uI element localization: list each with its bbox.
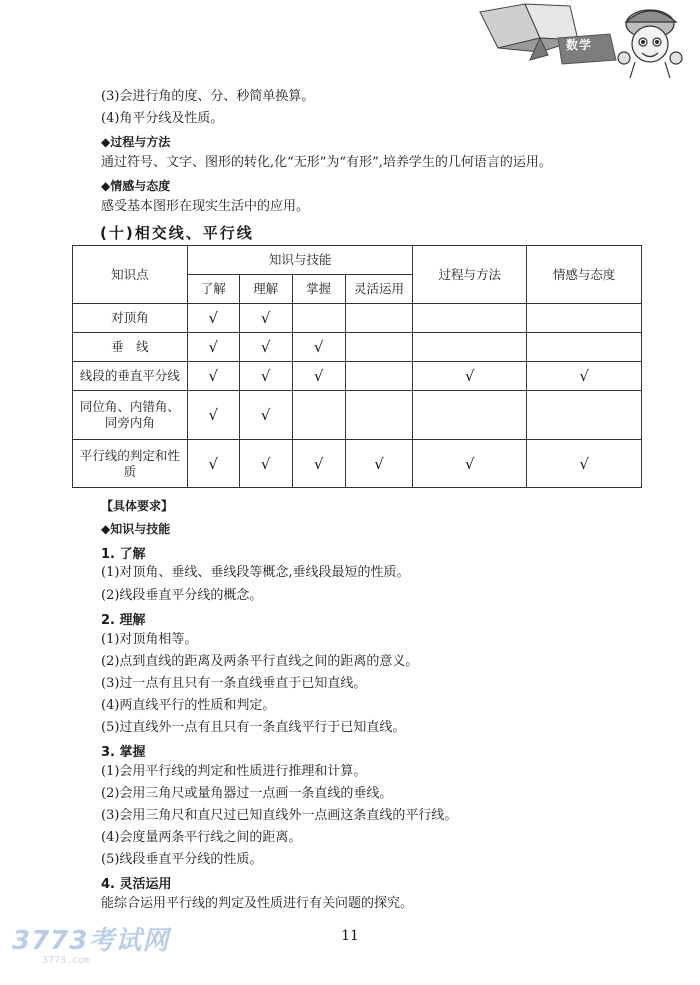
watermark [12, 920, 169, 966]
header-process-method: 过程与方法 [413, 246, 527, 304]
list-item: (4)两直线平行的性质和判定。 [101, 698, 276, 713]
comprehend-heading: 2. 理解 [101, 613, 146, 628]
check-cell [345, 391, 413, 440]
check-cell: √ [187, 333, 239, 362]
table-row [73, 333, 642, 362]
list-item: (4)会度量两条平行线之间的距离。 [101, 830, 302, 845]
section-title: (十)相交线、平行线 [100, 224, 254, 242]
list-item: (2)点到直线的距离及两条平行直线之间的距离的意义。 [101, 654, 419, 669]
check-cell [345, 362, 413, 391]
attitude-text: 感受基本图形在现实生活中的应用。 [101, 199, 310, 214]
check-cell [413, 391, 527, 440]
process-method-heading: ◆过程与方法 [101, 135, 171, 149]
check-cell [527, 333, 642, 362]
subheader-flexible-use: 灵活运用 [345, 275, 413, 304]
list-item: (3)会用三角尺和直尺过已知直线外一点画这条直线的平行线。 [101, 808, 458, 823]
check-cell: √ [527, 440, 642, 488]
attitude-heading: ◆情感与态度 [101, 179, 171, 193]
page-number: 11 [341, 928, 359, 944]
list-item: (1)会用平行线的判定和性质进行推理和计算。 [101, 764, 367, 779]
row-label: 平行线的判定和性质 [73, 440, 188, 488]
requirements-heading: 【具体要求】 [101, 499, 174, 513]
check-cell: √ [239, 333, 292, 362]
check-cell: √ [239, 362, 292, 391]
knowledge-skills-heading: ◆知识与技能 [101, 522, 171, 536]
check-cell [292, 391, 345, 440]
flexible-use-heading: 4. 灵活运用 [101, 877, 172, 892]
check-cell: √ [345, 440, 413, 488]
master-heading: 3. 掌握 [101, 745, 146, 760]
check-cell: √ [292, 440, 345, 488]
subject-label: 数学 [566, 38, 593, 52]
header-knowledge-point: 知识点 [73, 246, 188, 304]
list-item: (1)对顶角相等。 [101, 632, 198, 647]
table-row [73, 304, 642, 333]
check-cell: √ [187, 440, 239, 488]
objective-line: (3)会进行角的度、分、秒简单换算。 [101, 89, 315, 104]
check-cell: √ [187, 362, 239, 391]
list-item: (2)线段垂直平分线的概念。 [101, 588, 263, 603]
cartoon-kid-icon [618, 10, 682, 78]
check-cell [527, 391, 642, 440]
check-cell: √ [187, 304, 239, 333]
row-label: 同位角、内错角、同旁内角 [73, 391, 188, 440]
understand-heading: 1. 了解 [101, 547, 146, 562]
watermark-logo-text: 3773考试网 [12, 926, 170, 956]
check-cell: √ [239, 440, 292, 488]
table-row [73, 440, 642, 488]
row-label: 线段的垂直平分线 [73, 362, 188, 391]
row-label: 对顶角 [73, 304, 188, 333]
requirements-table [72, 245, 642, 488]
check-cell: √ [239, 304, 292, 333]
list-item: (3)过一点有且只有一条直线垂直于已知直线。 [101, 676, 367, 691]
list-item: (1)对顶角、垂线、垂线段等概念,垂线段最短的性质。 [101, 565, 410, 580]
check-cell: √ [413, 362, 527, 391]
subheader-comprehend: 理解 [239, 275, 292, 304]
list-item: (5)过直线外一点有且只有一条直线平行于已知直线。 [101, 720, 406, 735]
table-row [73, 362, 642, 391]
table-row [73, 391, 642, 440]
list-item: (5)线段垂直平分线的性质。 [101, 852, 263, 867]
header-knowledge-skills: 知识与技能 [187, 246, 413, 275]
check-cell: √ [292, 333, 345, 362]
check-cell [345, 333, 413, 362]
check-cell [527, 304, 642, 333]
check-cell: √ [187, 391, 239, 440]
subheader-master: 掌握 [292, 275, 345, 304]
check-cell: √ [527, 362, 642, 391]
header-emotion-attitude: 情感与态度 [527, 246, 642, 304]
process-method-text: 通过符号、文字、图形的转化,化“无形”为“有形”,培养学生的几何语言的运用。 [101, 155, 552, 170]
check-cell: √ [292, 362, 345, 391]
check-cell: √ [413, 440, 527, 488]
check-cell [413, 333, 527, 362]
check-cell: √ [239, 391, 292, 440]
watermark-url-text: 3773.com [42, 955, 91, 966]
check-cell [292, 304, 345, 333]
row-label: 垂 线 [73, 333, 188, 362]
check-cell [413, 304, 527, 333]
subheader-understand: 了解 [187, 275, 239, 304]
flexible-use-text: 能综合运用平行线的判定及性质进行有关问题的探究。 [101, 896, 414, 911]
check-cell [345, 304, 413, 333]
list-item: (2)会用三角尺或量角器过一点画一条直线的垂线。 [101, 786, 393, 801]
objective-line: (4)角平分线及性质。 [101, 111, 224, 126]
